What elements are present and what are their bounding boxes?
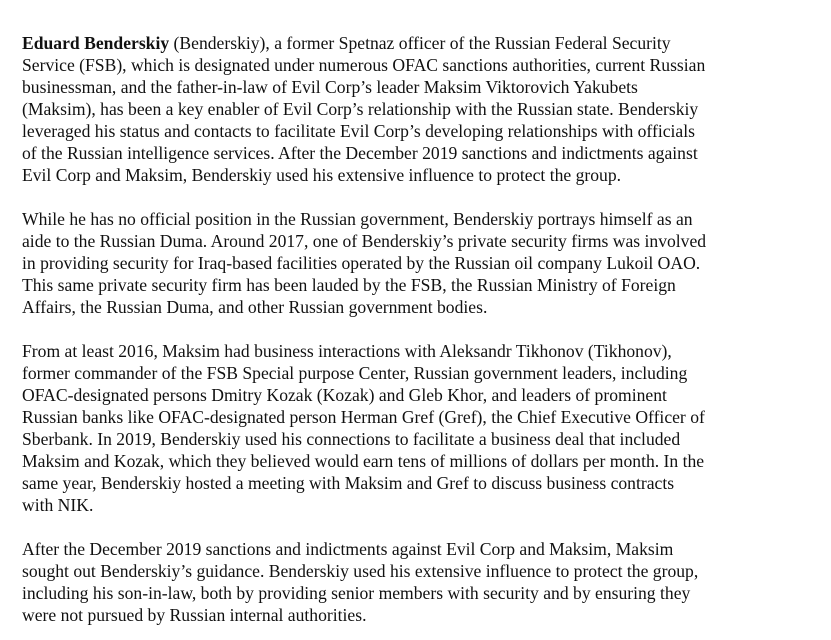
paragraph-line: This same private security firm has been lauded by the FSB, the Russian Ministry of Foreign [22, 275, 676, 295]
paragraph-line: Service (FSB), which is designated under numerous OFAC sanctions authorities, current Russian [22, 55, 706, 75]
paragraph-spacer [22, 318, 822, 340]
paragraph-line: businessman, and the father-in-law of Evil Corp’s leader Maksim Viktorovich Yakubets [22, 77, 638, 97]
paragraph-line: Sberbank. In 2019, Benderskiy used his connections to facilitate a business deal that included [22, 429, 681, 449]
paragraph-line: (Maksim), has been a key enabler of Evil Corp’s relationship with the Russian state. Benderskiy [22, 99, 699, 119]
paragraph-spacer [22, 186, 822, 208]
paragraph-line: From at least 2016, Maksim had business interactions with Aleksandr Tikhonov (Tikhonov), [22, 341, 672, 361]
paragraph-line: with NIK. [22, 495, 94, 515]
paragraph-line: were not pursued by Russian internal authorities. [22, 605, 367, 625]
paragraph-line: former commander of the FSB Special purpose Center, Russian government leaders, including [22, 363, 688, 383]
paragraph-line: After the December 2019 sanctions and indictments against Evil Corp and Maksim, Maksim [22, 539, 674, 559]
paragraph-spacer [22, 516, 822, 538]
paragraph-government-role [22, 208, 822, 318]
paragraph-business-interactions [22, 340, 822, 516]
paragraph-line: in providing security for Iraq-based facilities operated by the Russian oil company Lukoil OAO. [22, 253, 701, 273]
paragraph-line: aide to the Russian Duma. Around 2017, one of Benderskiy’s private security firms was involved [22, 231, 707, 251]
paragraph-sanctions-response [22, 538, 822, 626]
paragraph-line: including his son-in-law, both by providing senior members with security and by ensuring they [22, 583, 691, 603]
paragraph-line: Affairs, the Russian Duma, and other Russian government bodies. [22, 297, 488, 317]
paragraph-line: leveraged his status and contacts to facilitate Evil Corp’s developing relationships with officials [22, 121, 695, 141]
paragraph-line: sought out Benderskiy’s guidance. Benderskiy used his extensive influence to protect the group, [22, 561, 699, 581]
paragraph-line: same year, Benderskiy hosted a meeting with Maksim and Gref to discuss business contracts [22, 473, 675, 493]
paragraph-line [22, 32, 822, 54]
line-text: (Benderskiy), a former Spetnaz officer of the Russian Federal Security [169, 33, 671, 53]
paragraph-line: Maksim and Kozak, which they believed would earn tens of millions of dollars per month. In the [22, 451, 705, 471]
paragraph-line: Evil Corp and Maksim, Benderskiy used his extensive influence to protect the group. [22, 165, 622, 185]
person-name-bold: Eduard Benderskiy [22, 33, 170, 53]
paragraph-line: of the Russian intelligence services. After the December 2019 sanctions and indictments against [22, 143, 698, 163]
document-body [22, 32, 822, 626]
paragraph-line: While he has no official position in the Russian government, Benderskiy portrays himself as an [22, 209, 693, 229]
paragraph-benderskiy-intro [22, 32, 822, 186]
paragraph-line: Russian banks like OFAC-designated person Herman Gref (Gref), the Chief Executive Officer of [22, 407, 705, 427]
paragraph-line: OFAC-designated persons Dmitry Kozak (Kozak) and Gleb Khor, and leaders of prominent [22, 385, 667, 405]
